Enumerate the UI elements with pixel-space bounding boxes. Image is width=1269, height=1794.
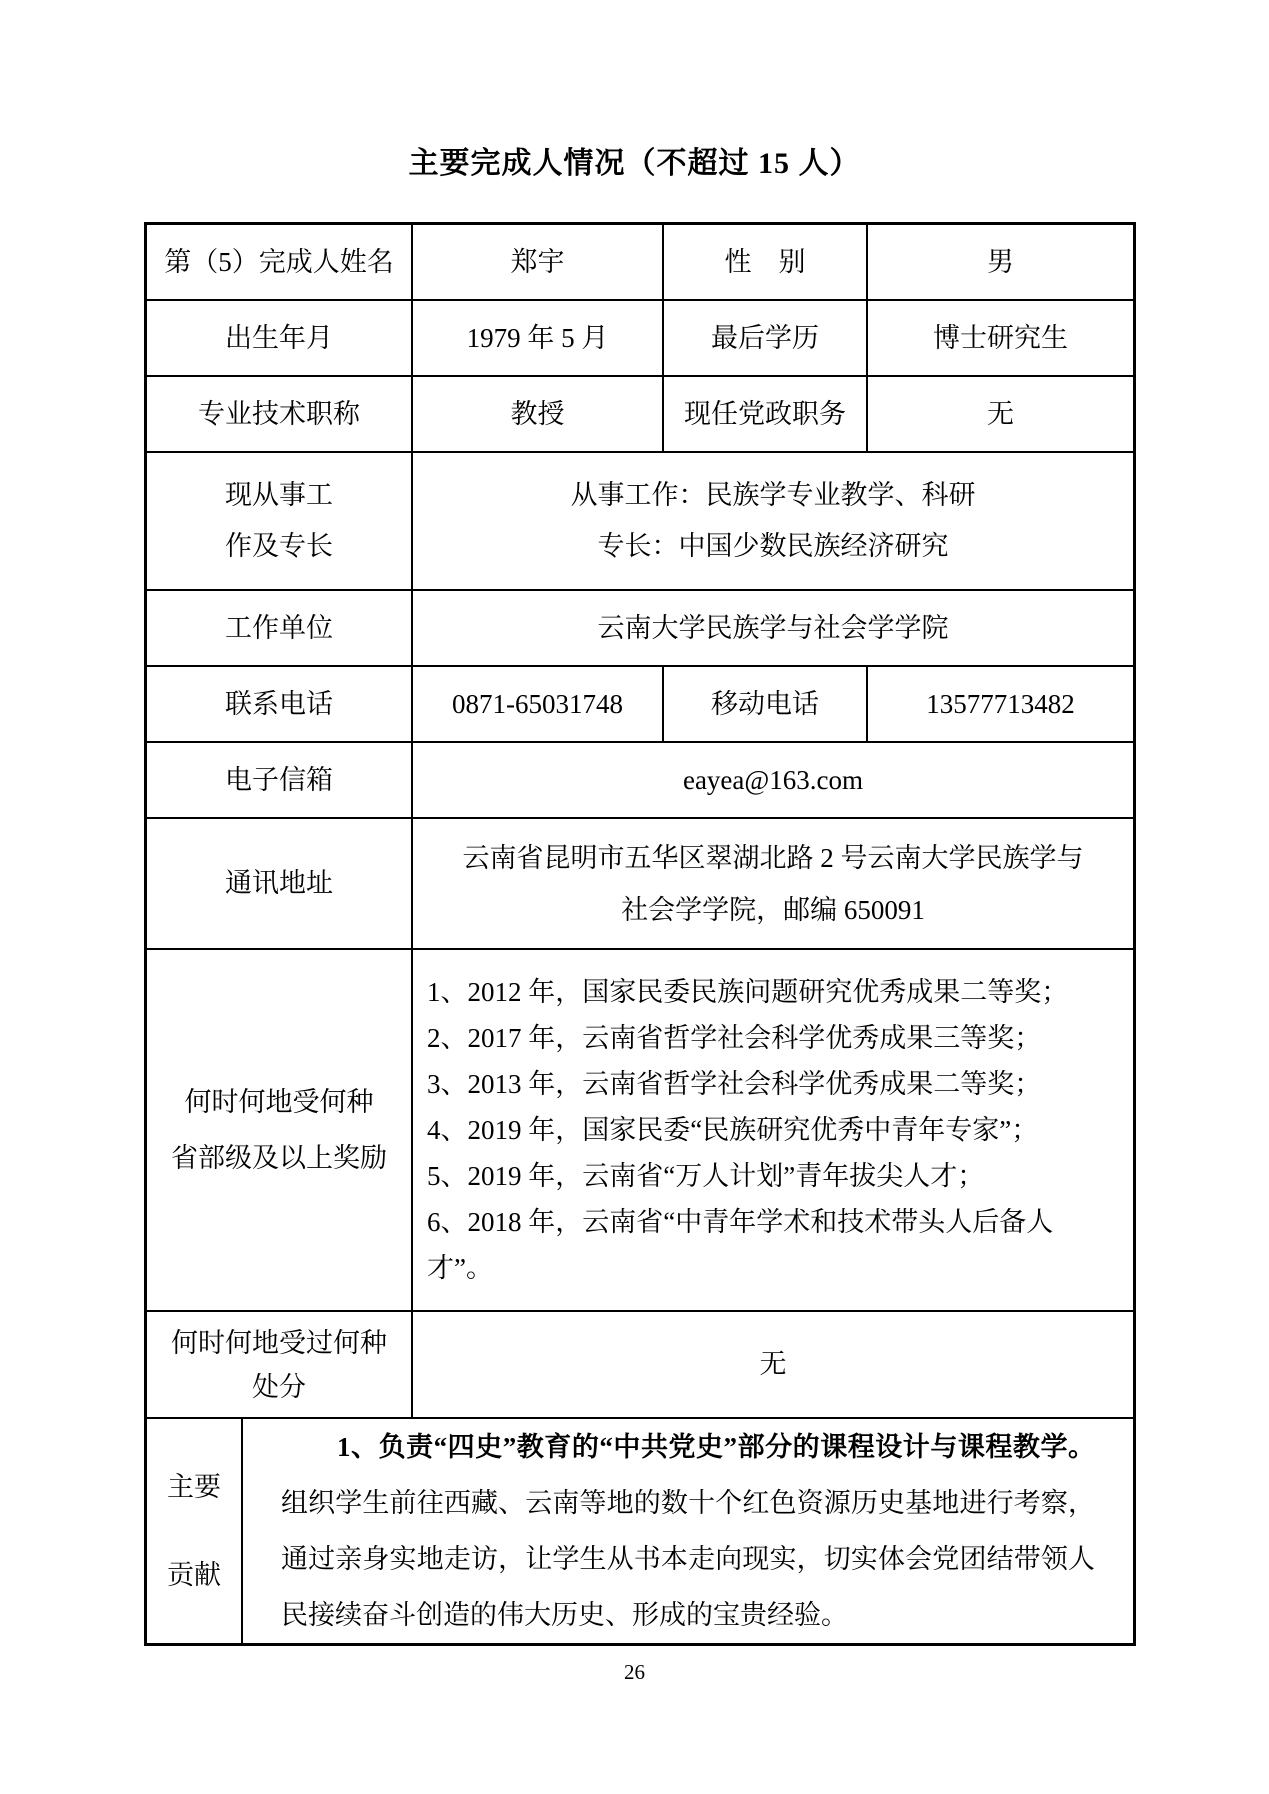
field-label-current-work-line1: 现从事工 [225,480,333,511]
field-value-awards [413,950,1133,1312]
field-value-punishment: 无 [413,1312,1133,1419]
field-label-contact-phone: 联系电话 [147,667,413,743]
award-item: 1、2012 年，国家民委民族问题研究优秀成果二等奖； [427,977,1069,1007]
field-label-contribution-line2: 贡献 [167,1560,221,1590]
field-label-birth-date: 出生年月 [147,301,413,377]
award-item: 4、2019 年，国家民委“民族研究优秀中青年专家”； [427,1115,1039,1145]
field-label-final-education: 最后学历 [664,301,868,377]
field-label-punishment [147,1312,413,1419]
field-label-work-unit: 工作单位 [147,591,413,667]
field-label-awards-line2: 省部级及以上奖励 [171,1143,387,1173]
field-value-contribution [243,1419,1133,1643]
page-number: 26 [624,1660,645,1684]
field-label-professional-title: 专业技术职称 [147,377,413,453]
field-label-completer-name: 第（5）完成人姓名 [147,225,413,301]
award-item: 6、2018 年，云南省“中青年学术和技术带头人后备人才”。 [427,1207,1054,1283]
field-label-punishment-line2: 处分 [252,1371,306,1402]
field-label-mobile-phone: 移动电话 [664,667,868,743]
contribution-body-text: 组织学生前往西藏、云南等地的数十个红色资源历史基地进行考察，通过亲身实地走访，让学生从书本走向现实，切实体会党团结带领人民接续奋斗创造的伟大历史、形成的宝贵经验。 [281,1488,1095,1630]
field-value-current-work-line1: 从事工作：民族学专业教学、科研 [570,480,976,511]
award-item: 2、2017 年，云南省哲学社会科学优秀成果三等奖； [427,1023,1042,1053]
field-value-final-education: 博士研究生 [868,301,1133,377]
field-value-gender: 男 [868,225,1133,301]
field-value-mailing-address: 云南省昆明市五华区翠湖北路 2 号云南大学民族学与社会学学院，邮编 650091 [413,819,1133,950]
field-value-contact-phone: 0871-65031748 [413,667,664,743]
field-label-gender: 性 别 [664,225,868,301]
field-value-current-work-line2: 专长：中国少数民族经济研究 [597,531,949,562]
field-value-completer-name: 郑宇 [413,225,664,301]
award-item: 3、2013 年，云南省哲学社会科学优秀成果二等奖； [427,1069,1042,1099]
field-label-current-work-line2: 作及专长 [225,531,333,562]
completer-info-table [144,222,1136,1646]
field-value-current-work [413,453,1133,591]
field-label-email: 电子信箱 [147,743,413,819]
field-value-party-position: 无 [868,377,1133,453]
award-item: 5、2019 年，云南省“万人计划”青年拔尖人才； [427,1161,985,1191]
field-label-punishment-line1: 何时何地受过何种 [171,1327,387,1358]
contribution-lead-text: 1、负责“四史”教育的“中共党史”部分的课程设计与课程教学。 [337,1432,1095,1462]
field-value-email: eayea@163.com [413,743,1133,819]
field-label-awards-line1: 何时何地受何种 [184,1087,374,1117]
field-label-awards [147,950,413,1312]
field-label-contribution [147,1419,243,1643]
field-value-professional-title: 教授 [413,377,664,453]
field-value-mobile-phone: 13577713482 [868,667,1133,743]
field-label-current-work [147,453,413,591]
page-title: 主要完成人情况（不超过 15 人） [408,147,861,180]
field-value-birth-date: 1979 年 5 月 [413,301,664,377]
field-label-mailing-address: 通讯地址 [147,819,413,950]
field-label-party-position: 现任党政职务 [664,377,868,453]
field-value-work-unit: 云南大学民族学与社会学学院 [413,591,1133,667]
field-label-contribution-line1: 主要 [167,1471,221,1502]
